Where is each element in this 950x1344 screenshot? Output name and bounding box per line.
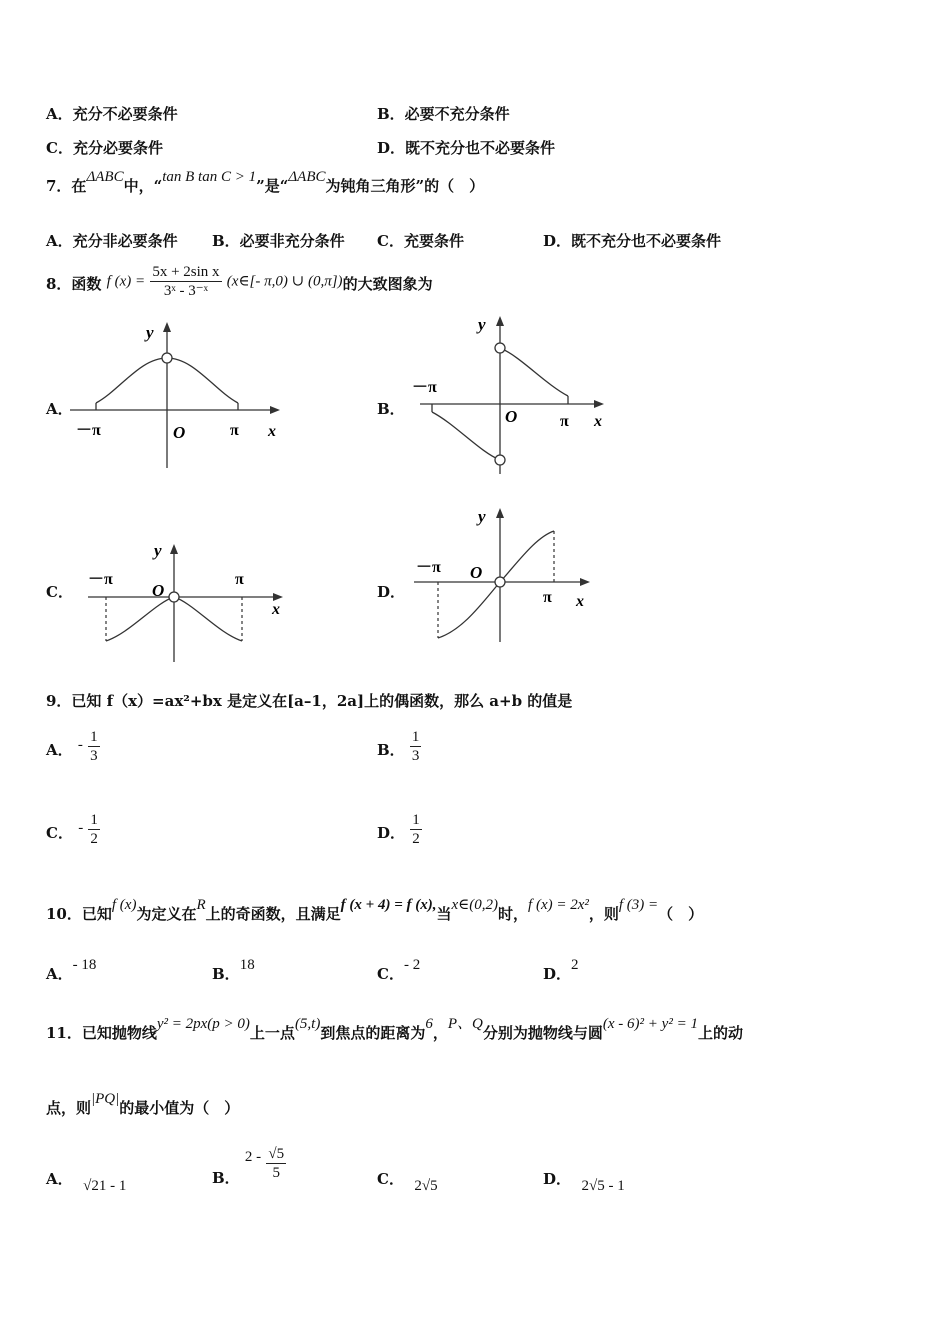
graph-d-neg-pi: －π [416, 559, 441, 576]
q11-option-d: D． 2√5 - 1 [543, 1170, 625, 1194]
q11-option-b: B． 2 - $\frac{√5}{5}$ [212, 1146, 285, 1187]
graph-c-origin: O [152, 581, 165, 600]
graph-a-x-label: x [268, 423, 276, 440]
q8-label-c: C． [46, 583, 73, 601]
graph-b-pi: π [560, 413, 569, 430]
graph-c-pi: π [235, 571, 244, 588]
q10-stem: 10．已知f (x)为定义在R上的奇函数，且满足f (x + 4) = f (x),当x∈(0,2)时，f (x) = 2x²，则f (3) =（ ） [46, 897, 704, 923]
graph-d-y-label: y [478, 507, 486, 526]
q6-option-c: C．充分必要条件 [46, 139, 163, 157]
graph-a [70, 318, 285, 473]
q11-option-c: C． 2√5 [377, 1170, 438, 1194]
graph-a-origin: O [173, 423, 186, 442]
q8-label-b: B． [377, 400, 405, 418]
q11-stem-line2: 点，则|PQ|的最小值为（ ） [46, 1091, 240, 1117]
q7-stem: 7．在ΔABC中，“tan B tan C > 1”是“ΔABC为钝角三角形”的（ ） [46, 169, 485, 195]
graph-a-y-label: y [146, 323, 154, 342]
q6-option-a: A．充分不必要条件 [46, 105, 178, 123]
q7-option-c: C．充要条件 [377, 232, 464, 250]
q9-option-d: D． $\frac{1}{2}$ [377, 812, 420, 847]
graph-a-neg-pi: －π [76, 422, 101, 439]
function-f: f (x) = [106, 273, 146, 290]
graph-b-neg-pi: －π [412, 379, 437, 396]
q6-option-d: D．既不充分也不必要条件 [377, 139, 556, 157]
q9-option-c: C． - $\frac{1}{2}$ [46, 812, 98, 847]
q8-label-a: A． [46, 400, 73, 418]
graph-d-x-label: x [576, 593, 584, 610]
q10-option-d: D．2 [543, 957, 579, 983]
q11-stem: 11．已知抛物线y² = 2px(p > 0)上一点(5,t)到焦点的距离为6，P、Q分别为抛物线与圆(x - 6)² + y² = 1上的动 [46, 1016, 743, 1042]
graph-a-pi: π [230, 422, 239, 439]
periodicity-eq: f (x + 4) = f (x), [340, 897, 437, 913]
graph-c-x-label: x [272, 601, 280, 618]
q9-option-a: A． - $\frac{1}{3}$ [46, 729, 98, 764]
q9-stem: 9．已知 f（x）=ax²+bx 是定义在[a–1，2a]上的偶函数，那么 a+b 的值是 [46, 692, 573, 710]
triangle-abc-1: ΔABC [86, 169, 124, 185]
q11-option-a: A． √21 - 1 [46, 1170, 127, 1194]
triangle-abc-2: ΔABC [288, 169, 326, 185]
q10-option-c: C．- 2 [377, 957, 421, 983]
graph-c [80, 538, 290, 666]
graph-b-x-label: x [594, 413, 602, 430]
q7-option-a: A．充分非必要条件 [46, 232, 178, 250]
tan-condition: tan B tan C > 1 [162, 169, 257, 185]
q10-option-a: A．- 18 [46, 957, 97, 983]
graph-b-origin: O [505, 407, 518, 426]
graph-c-neg-pi: －π [88, 571, 113, 588]
q8-stem: 8．函数 f (x) = $\frac{\text{5x + 2sin x}}{\text{3ˣ - 3⁻ˣ}}$ (x∈[- π,0) ∪ (0,π])的大致图象为 [46, 264, 433, 299]
q8-domain: (x∈[- π,0) ∪ (0,π]) [226, 273, 343, 290]
q6-option-b: B．必要不充分条件 [377, 105, 510, 123]
q7-option-d: D．既不充分也不必要条件 [543, 232, 722, 250]
q10-option-b: B．18 [212, 957, 255, 983]
graph-c-y-label: y [154, 541, 162, 560]
graph-d-pi: π [543, 589, 552, 606]
graph-d [408, 502, 598, 647]
graph-d-origin: O [470, 563, 483, 582]
q8-label-d: D． [377, 583, 406, 601]
q8-fraction: $\frac{\text{5x + 2sin x}}{\text{3ˣ - 3⁻ˣ}}$ [152, 264, 220, 299]
graph-b [400, 312, 615, 480]
q9-option-b: B． $\frac{1}{3}$ [377, 729, 420, 764]
graph-b-y-label: y [478, 315, 486, 334]
q7-option-b: B．必要非充分条件 [212, 232, 345, 250]
